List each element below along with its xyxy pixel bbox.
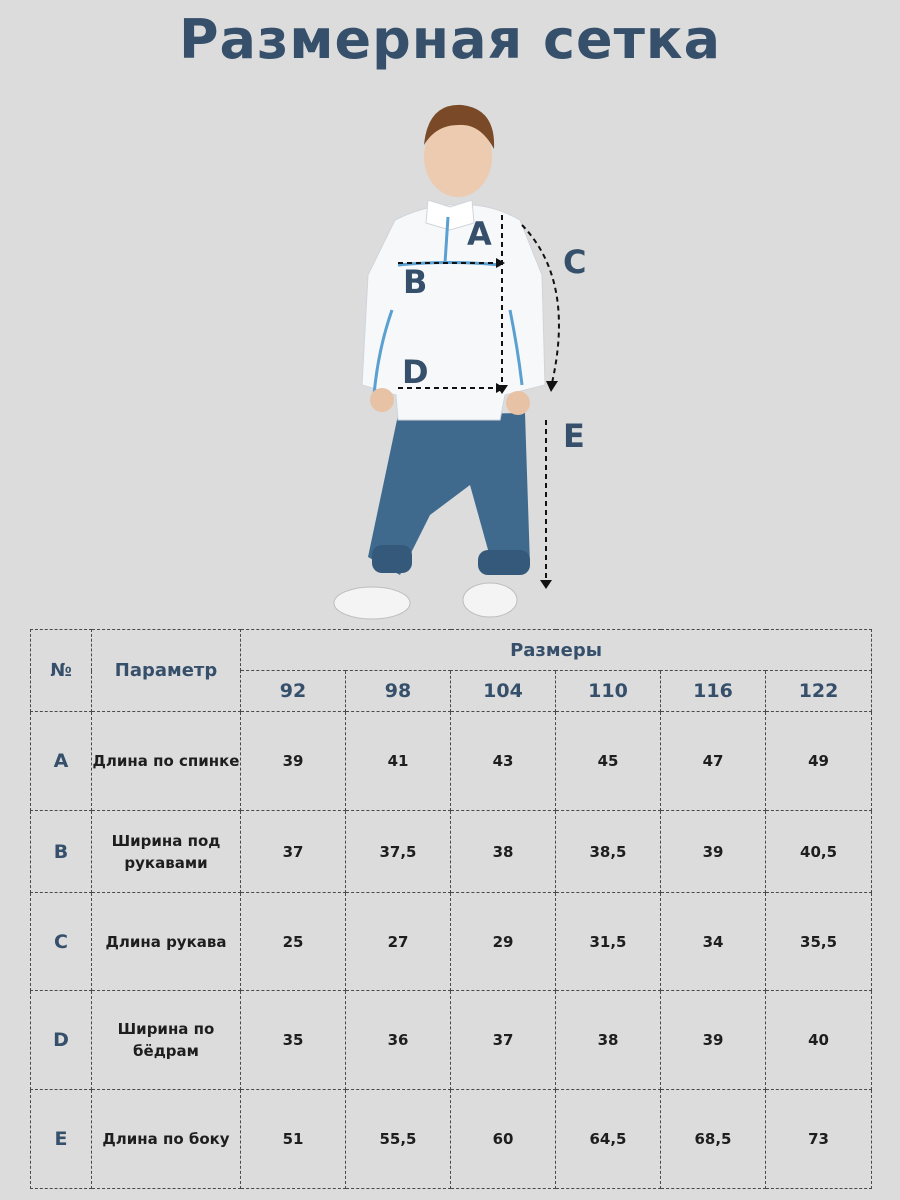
row-parameter: Ширина под рукавами [92, 811, 241, 893]
row-parameter: Ширина по бёдрам [92, 991, 241, 1090]
size-header: 104 [451, 671, 556, 712]
measure-label-e: E [563, 417, 585, 455]
measure-label-c: C [563, 243, 587, 281]
table-cell: 35,5 [766, 893, 872, 991]
table-cell: 39 [661, 991, 766, 1090]
table-row [31, 712, 872, 811]
size-header: 122 [766, 671, 872, 712]
row-id: C [31, 893, 92, 991]
table-cell: 35 [241, 991, 346, 1090]
size-header: 116 [661, 671, 766, 712]
measure-label-d: D [402, 353, 429, 391]
measure-label-b: B [403, 263, 428, 301]
table-cell: 25 [241, 893, 346, 991]
table-cell: 34 [661, 893, 766, 991]
table-cell: 38 [556, 991, 661, 1090]
row-parameter: Длина по боку [92, 1090, 241, 1189]
table-row [31, 893, 872, 991]
table-cell: 41 [346, 712, 451, 811]
table-cell: 43 [451, 712, 556, 811]
size-header: 110 [556, 671, 661, 712]
row-parameter: Длина по спинке [92, 712, 241, 811]
table-row [31, 811, 872, 893]
size-header: 92 [241, 671, 346, 712]
table-cell: 51 [241, 1090, 346, 1189]
table-cell: 38,5 [556, 811, 661, 893]
table-cell: 73 [766, 1090, 872, 1189]
table-cell: 39 [661, 811, 766, 893]
row-id: B [31, 811, 92, 893]
table-cell: 47 [661, 712, 766, 811]
table-cell: 37 [451, 991, 556, 1090]
measure-label-a: A [467, 215, 492, 253]
table-cell: 45 [556, 712, 661, 811]
header-number: № [31, 630, 92, 712]
table-cell: 68,5 [661, 1090, 766, 1189]
child-measurement-figure [300, 95, 630, 625]
table-row [31, 991, 872, 1090]
table-cell: 55,5 [346, 1090, 451, 1189]
table-cell: 40 [766, 991, 872, 1090]
size-header: 98 [346, 671, 451, 712]
header-parameter: Параметр [92, 630, 241, 712]
header-sizes: Размеры [241, 630, 872, 671]
page-title: Размерная сетка [178, 8, 722, 71]
row-id: E [31, 1090, 92, 1189]
table-cell: 37 [241, 811, 346, 893]
table-cell: 64,5 [556, 1090, 661, 1189]
table-cell: 29 [451, 893, 556, 991]
table-cell: 49 [766, 712, 872, 811]
size-table [30, 629, 872, 1189]
child-figure-illustration [300, 95, 630, 625]
table-row [31, 1090, 872, 1189]
row-parameter: Длина рукава [92, 893, 241, 991]
table-cell: 60 [451, 1090, 556, 1189]
table-cell: 40,5 [766, 811, 872, 893]
table-cell: 27 [346, 893, 451, 991]
table-cell: 38 [451, 811, 556, 893]
row-id: D [31, 991, 92, 1090]
row-id: A [31, 712, 92, 811]
table-cell: 37,5 [346, 811, 451, 893]
table-cell: 39 [241, 712, 346, 811]
table-cell: 36 [346, 991, 451, 1090]
table-cell: 31,5 [556, 893, 661, 991]
